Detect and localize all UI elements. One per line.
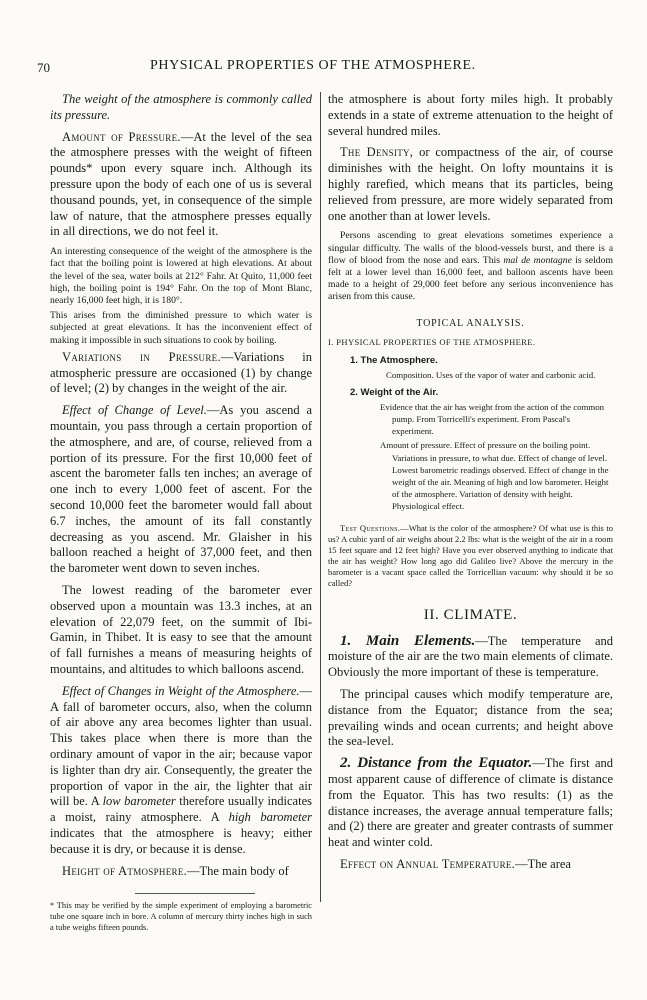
footnote: * This may be verified by the simple experiment of employing a barometric tube one square inch in bore. A column of mercury thirty inches high in such a tube weighs fifteen pounds.: [50, 901, 312, 933]
left-column: [50, 92, 312, 933]
column-divider: [320, 92, 321, 902]
lead-amount-of-pressure: Amount of Pressure.: [62, 129, 181, 144]
lead-main-elements: 1. Main Elements.: [340, 632, 476, 649]
text-weight-change-a: —A fall of barometer occurs, also, when the column of air above any area becomes lighter than usual. This takes place when there is more than the ordinary amount of vapor in the air; because vapor is lighter than dry air. Consequently, the greater the proportion of vapor in the air, the lighter that air will be. A: [50, 683, 312, 809]
note-diminished-pressure: This arises from the diminished pressure to which water is subjected at great elevations. It has the inconvenient effect of making it impossible in such situations to cook by boiling.: [50, 310, 312, 346]
text-amount-of-pressure: —At the level of the sea the atmosphere presses with the weight of fifteen pounds* upon every square inch. Although its pressure upon the body of each one of us is several thousand pounds, yet, in consequence of the simple law of nature, that the atmosphere presses equally in all directions, we do not feel it.: [50, 129, 312, 239]
text-distance-equator: —The first and most apparent cause of difference of climate is distance from the Equator. This has two results: (1) as the distance increases, the average annual temperature falls; and (2) there are greater and greater contrasts of summer heat and winter cold.: [328, 756, 613, 850]
running-title: PHYSICAL PROPERTIES OF THE ATMOSPHERE.: [150, 58, 476, 73]
text-weight-change-c: therefore usually indicates a moist, rainy atmosphere. A: [50, 794, 312, 825]
text-variations: —Variations in atmospheric pressure are occasioned (1) by change of level; (2) by changes in the weight of the air.: [50, 349, 312, 396]
text-height: —The main body of: [187, 863, 289, 878]
lead-test-questions: Test Questions.: [340, 522, 401, 533]
note-boiling-point: An interesting consequence of the weight of the atmosphere is the fact that the boiling point is lowered at high elevations. At about the level of the sea, water boils at 212° Fahr. At Quito, 11,000 feet high, the boiling point is 194° Fahr. On the top of Mont Blanc, nearly 16,000 feet high, it is 180°.: [50, 246, 312, 306]
topical-section-heading: I. PHYSICAL PROPERTIES OF THE ATMOSPHERE.: [328, 336, 536, 347]
paragraph-density: [328, 145, 613, 224]
paragraph-main-elements: [328, 634, 613, 681]
lead-variations: Variations in Pressure.: [62, 349, 221, 364]
paragraph-change-of-level: [50, 403, 312, 577]
footnote-rule: [135, 893, 255, 894]
text-test-questions: —What is the color of the atmosphere? Of what use is this to us? A cubic yard of air weighs about 2.2 lbs: what is the weight of the air in a room 15 feet square and 12 feet high? Have you ever observed anything to indicate that the air has weight? How long ago did Galileo live? Above the mercury in the barometer is a vacant space called the Torricellian vacuum: why should it be so called?: [328, 522, 614, 588]
paragraph-amount-of-pressure: [50, 130, 312, 241]
paragraph-annual-temperature: [328, 857, 613, 873]
text-density: or compactness of the air, of course diminishes with the height. On lofty mountains it is highly rarefied, which means that its particles, being relieved from pressure, are more widely separated from one another than at lower levels.: [328, 145, 613, 223]
text-weight-change-e: indicates that the atmosphere is heavy; either because it is dry, or because it is dense.: [50, 825, 312, 856]
topical-analysis-title: TOPICAL ANALYSIS.: [416, 317, 525, 329]
paragraph-distance-equator: [328, 756, 613, 851]
intro-line: The weight of the atmosphere is commonly called its pressure.: [50, 92, 312, 122]
paragraph-principal-causes: The principal causes which modify temperature are, distance from the Equator; distance from the sea; prevailing winds and ocean currents; and height above the sea-level.: [328, 687, 613, 749]
lead-annual-temperature: Effect on Annual Temperature.: [340, 856, 516, 871]
term-low-barometer: low barometer: [102, 794, 176, 809]
text-main-elements: —The temperature and moisture of the air are the two main elements of climate. Obviously the more important of these is temperature.: [328, 633, 613, 680]
right-column: [328, 92, 613, 879]
text-annual-temperature: —The area: [515, 856, 571, 871]
paragraph-variations: [50, 350, 312, 397]
note-mal-de-montagne: [328, 230, 613, 303]
lead-change-of-level: Effect of Change of Level.: [62, 403, 207, 418]
lead-density: The Density,: [340, 145, 414, 160]
topical-item-weight-amount: Amount of pressure. Effect of pressure on the boiling point. Variations in pressure, to what due. Effect of change of level. Lowest barometric readings observed. Effect of change in the weight of the air. Meaning of high and low barometer. Height of the atmosphere. Variation of density with height. Physiological effect.: [380, 440, 609, 512]
term-mal-de-montagne: mal de montagne: [503, 254, 572, 266]
lead-height: Height of Atmosphere.: [62, 863, 188, 878]
topical-item-atmosphere-body: Composition. Uses of the vapor of water and carbonic acid.: [386, 369, 596, 380]
paragraph-height: [50, 864, 312, 880]
topical-item-atmosphere: 1. The Atmosphere.: [350, 354, 438, 366]
lead-distance-equator: 2. Distance from the Equator.: [340, 755, 533, 772]
topical-item-weight: 2. Weight of the Air.: [350, 386, 439, 398]
topical-item-weight-evidence: Evidence that the air has weight from the action of the common pump. From Torricelli's experiment. From Pascal's experiment.: [380, 401, 605, 437]
note-mal-c: is seldom felt at a lower level than 16,000 feet, and balloon ascents have been made to a height of 29,000 feet before any serious inconvenience has arisen from this cause.: [328, 254, 613, 303]
lead-weight-change: Effect of Changes in Weight of the Atmosphere.: [62, 683, 300, 698]
page-number: 70: [37, 60, 50, 75]
paragraph-lowest-reading: The lowest reading of the barometer ever observed upon a mountain was 13.3 inches, at an elevation of 22,079 feet, on the summit of Ibi-Gamin, in Thibet. It is easy to see that the amount of fall furnishes a means of measuring heights of mountains, and altitudes to which balloons ascend.: [50, 582, 312, 676]
text-change-of-level: —As you ascend a mountain, you pass through a certain proportion of the atmosphere, and are, of course, relieved from a portion of its pressure. For the first 10,000 feet of ascent the barometer falls ten inches; an average of one inch to every 1,000 feet of ascent. For the second 10,000 feet the barometer would fall about 6.7 inches, the amount of its fall constantly decreasing as you ascend. Mr. Glaisher in his balloon reached a height of 37,000 feet, and then the barometer went down to seven inches.: [50, 403, 312, 576]
note-mal-a: Persons ascending to great elevations sometimes experience a singular difficulty. The walls of the blood-vessels burst, and there is a flow of blood from the nose and ears. This: [328, 230, 613, 266]
test-questions: [328, 523, 613, 589]
climate-heading: II. CLIMATE.: [423, 606, 518, 623]
term-high-barometer: high barometer: [228, 810, 313, 825]
paragraph-weight-change: [50, 684, 312, 858]
paragraph-forty-miles: the atmosphere is about forty miles high. It probably extends in a state of extreme attenuation to the height of several hundred miles.: [328, 92, 613, 138]
